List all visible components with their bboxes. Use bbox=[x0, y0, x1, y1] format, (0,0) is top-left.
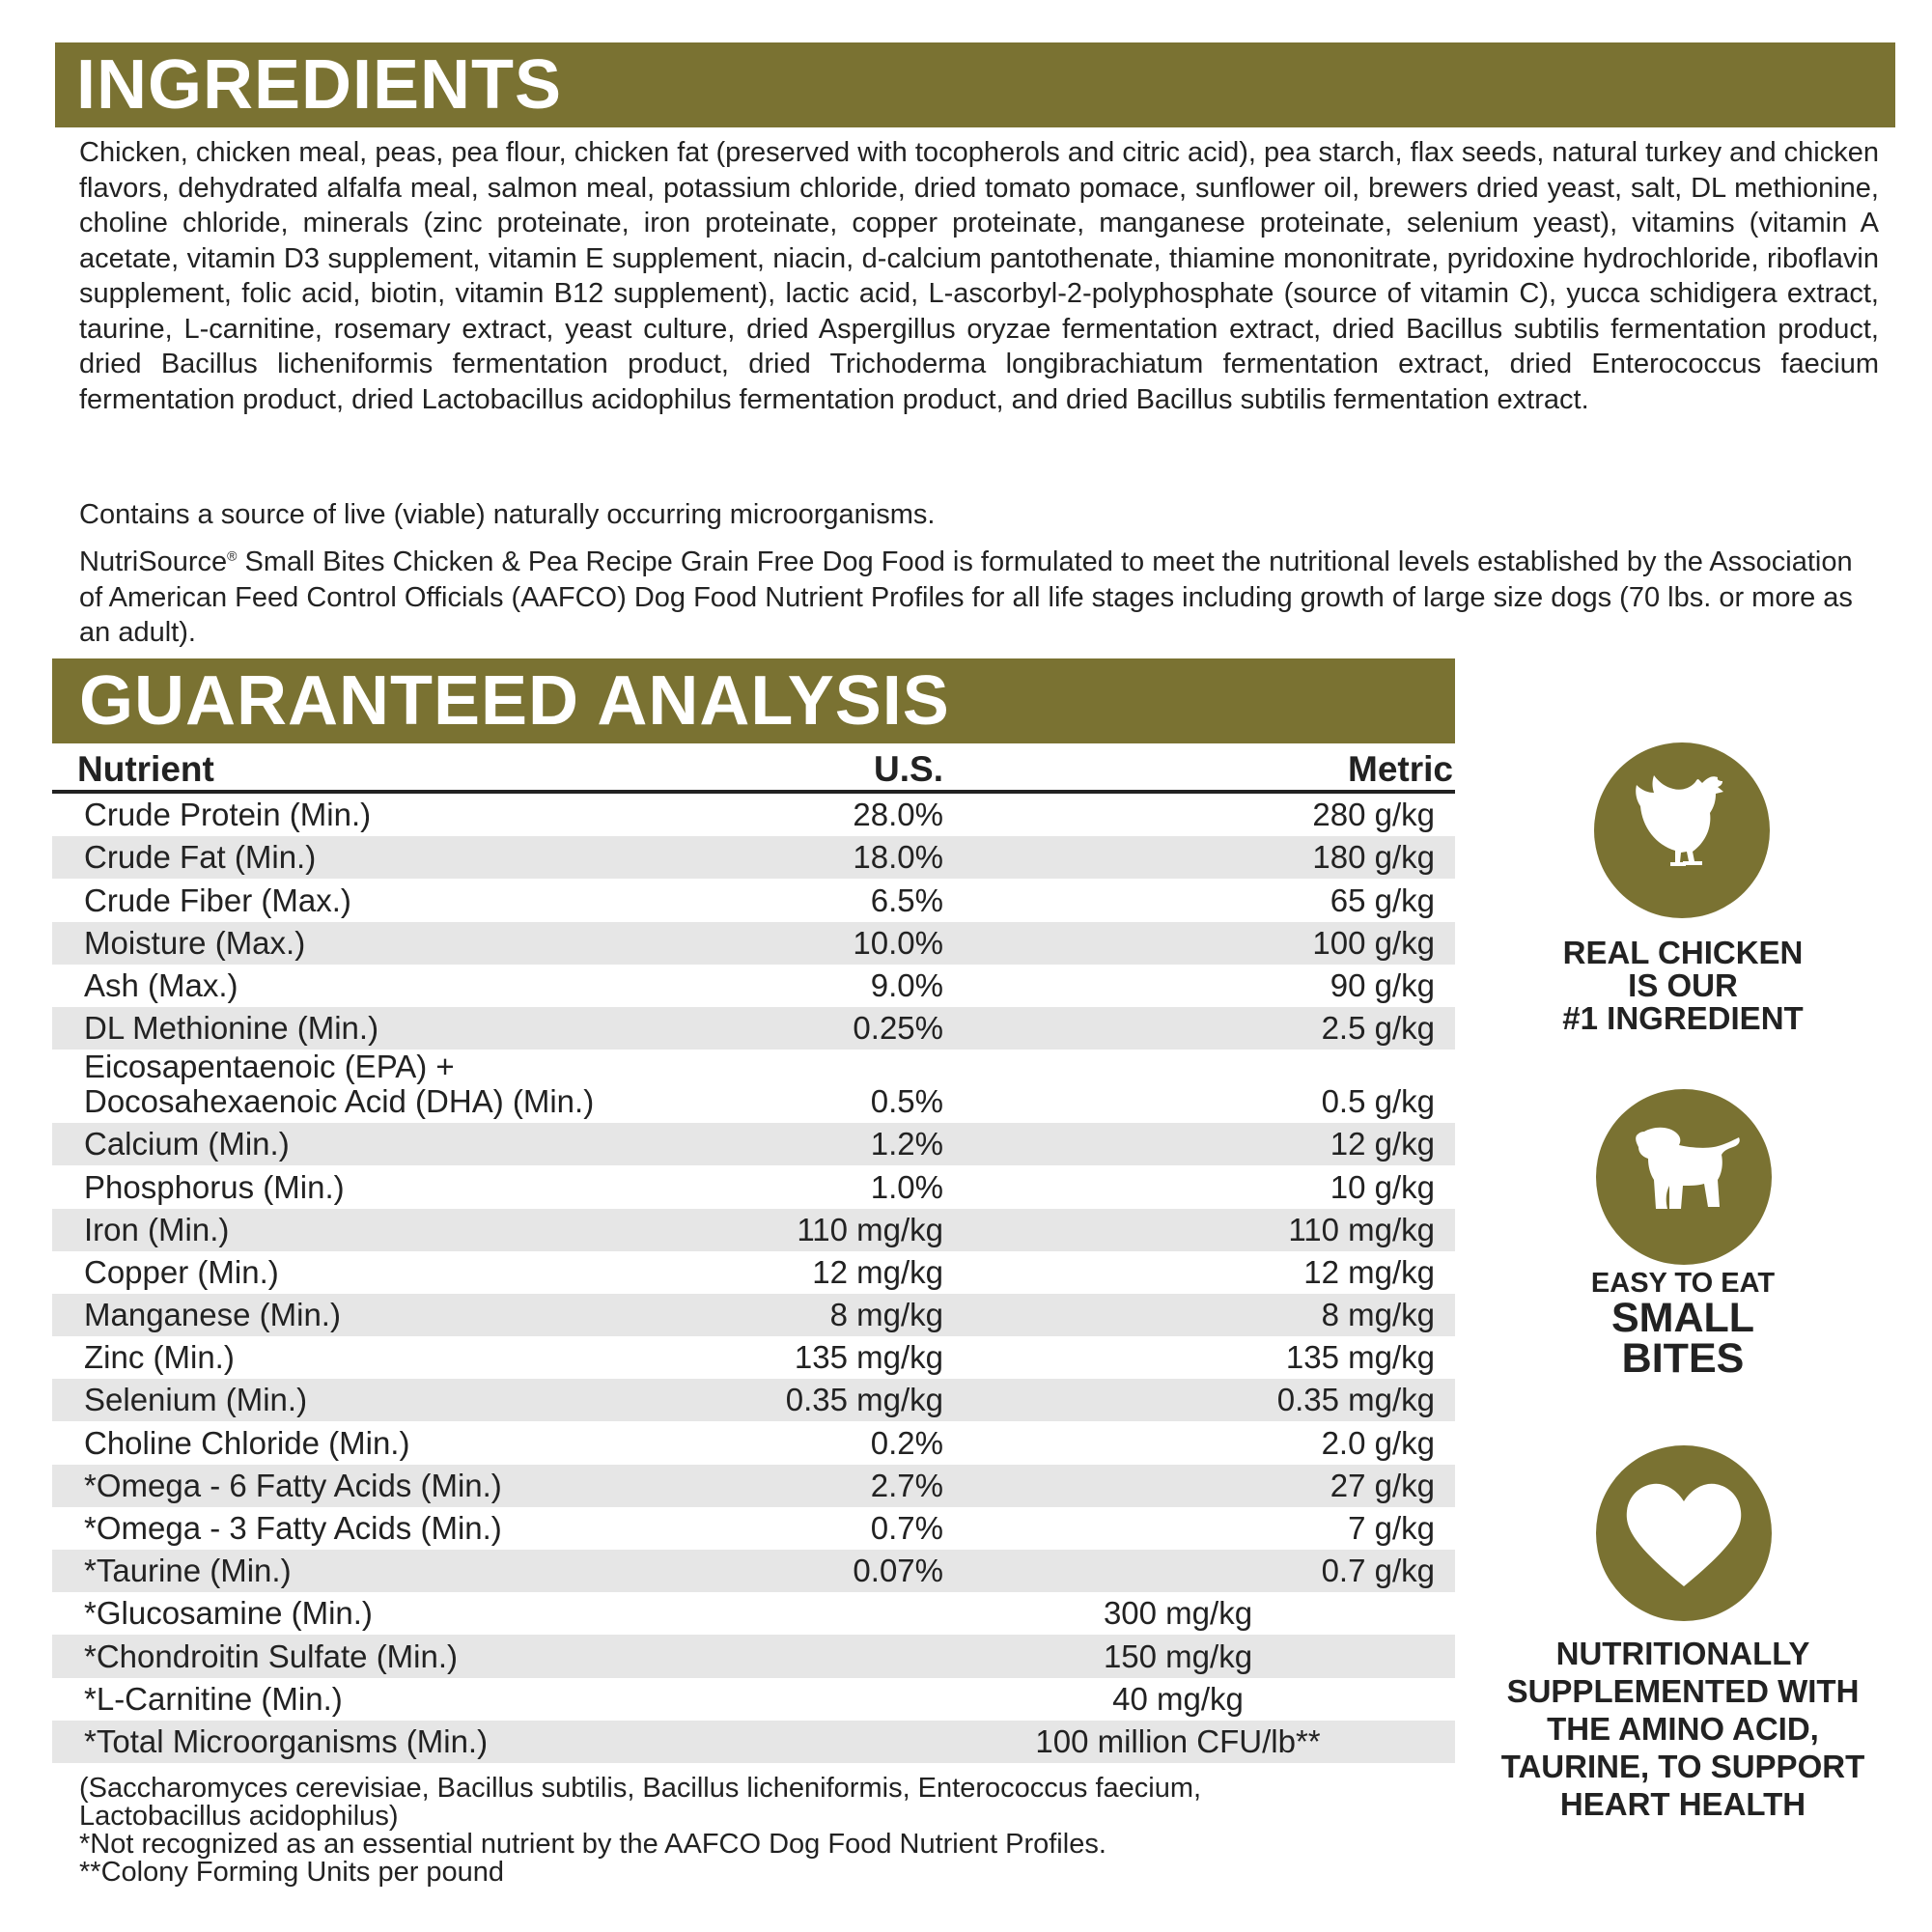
badge-line: BITES bbox=[1621, 1335, 1745, 1382]
table-row bbox=[52, 794, 1455, 836]
table-row bbox=[52, 836, 1455, 879]
analysis-table bbox=[52, 749, 1455, 1763]
us-value-cell: 0.5% bbox=[870, 1083, 943, 1120]
aafco-statement bbox=[79, 545, 1879, 651]
metric-value-cell: 12 mg/kg bbox=[1303, 1253, 1435, 1290]
nutrient-cell: *Glucosamine (Min.) bbox=[84, 1595, 373, 1632]
microorganism-species-note: (Saccharomyces cerevisiae, Bacillus subtilis, Bacillus licheniformis, Enterococcus faecium, bbox=[79, 1773, 1202, 1804]
nutrient-cell: Selenium (Min.) bbox=[84, 1382, 308, 1418]
metric-value-cell: 65 g/kg bbox=[1330, 882, 1435, 918]
metric-value-cell: 100 g/kg bbox=[1312, 924, 1435, 961]
taurine-badge bbox=[1477, 1635, 1889, 1823]
registered-mark: ® bbox=[227, 547, 238, 564]
column-us: U.S. bbox=[874, 749, 943, 789]
badge-line: THE AMINO ACID, bbox=[1547, 1711, 1819, 1747]
combined-value-cell: 150 mg/kg bbox=[1103, 1638, 1253, 1674]
live-microorganisms-note: Contains a source of live (viable) naturally occurring microorganisms. bbox=[79, 499, 936, 530]
nutrient-cell: Moisture (Max.) bbox=[84, 924, 306, 961]
nutrient-cell: *Taurine (Min.) bbox=[84, 1553, 292, 1589]
aafco-statement-text: Small Bites Chicken & Pea Recipe Grain Free Dog Food is formulated to meet the nutritional levels established by the Association of American Feed Control Officials (AAFCO) Dog Food Nutrient Profiles for all life stages including growth of large size dogs (70 lbs. or more as an adult). bbox=[79, 546, 1853, 648]
badge-line: #1 INGREDIENT bbox=[1562, 1000, 1804, 1036]
metric-value-cell: 8 mg/kg bbox=[1321, 1297, 1435, 1333]
metric-value-cell: 12 g/kg bbox=[1330, 1126, 1435, 1162]
nutrient-cell: Ash (Max.) bbox=[84, 966, 238, 1003]
column-metric: Metric bbox=[1348, 749, 1453, 789]
metric-value-cell: 135 mg/kg bbox=[1285, 1339, 1435, 1376]
nutrient-cell: *Total Microorganisms (Min.) bbox=[84, 1722, 489, 1759]
badge-line: HEART HEALTH bbox=[1559, 1786, 1806, 1822]
combined-value-cell: 100 million CFU/lb** bbox=[1035, 1722, 1321, 1759]
metric-value-cell: 180 g/kg bbox=[1312, 839, 1435, 876]
us-value-cell: 0.35 mg/kg bbox=[785, 1382, 943, 1418]
table-row bbox=[52, 1678, 1455, 1721]
us-value-cell: 6.5% bbox=[870, 882, 943, 918]
us-value-cell: 12 mg/kg bbox=[812, 1253, 943, 1290]
guaranteed-analysis-heading: GUARANTEED ANALYSIS bbox=[52, 658, 1455, 743]
us-value-cell: 0.7% bbox=[870, 1510, 943, 1546]
metric-value-cell: 110 mg/kg bbox=[1288, 1211, 1435, 1247]
table-row bbox=[52, 1336, 1455, 1379]
puppy-icon bbox=[1596, 1089, 1772, 1265]
table-row bbox=[52, 1465, 1455, 1507]
table-row bbox=[52, 1507, 1455, 1550]
badge-line: SMALL bbox=[1610, 1295, 1755, 1341]
us-value-cell: 135 mg/kg bbox=[794, 1339, 943, 1376]
us-value-cell: 8 mg/kg bbox=[829, 1297, 943, 1333]
metric-value-cell: 27 g/kg bbox=[1330, 1467, 1435, 1503]
table-row bbox=[52, 1379, 1455, 1421]
us-value-cell: 28.0% bbox=[853, 797, 943, 833]
metric-value-cell: 90 g/kg bbox=[1330, 966, 1435, 1003]
nutrient-cell: Zinc (Min.) bbox=[84, 1339, 235, 1376]
aafco-footnote: *Not recognized as an essential nutrient by the AAFCO Dog Food Nutrient Profiles. bbox=[79, 1829, 1106, 1860]
nutrient-cell: *Omega - 6 Fatty Acids (Min.) bbox=[84, 1467, 502, 1503]
us-value-cell: 0.25% bbox=[853, 1010, 943, 1047]
nutrient-cell: Crude Fiber (Max.) bbox=[84, 882, 351, 918]
nutrient-cell: Crude Fat (Min.) bbox=[84, 839, 317, 876]
table-row bbox=[52, 1294, 1455, 1336]
table-row bbox=[52, 1635, 1455, 1677]
metric-value-cell: 7 g/kg bbox=[1348, 1510, 1435, 1546]
metric-value-cell: 0.35 mg/kg bbox=[1276, 1382, 1435, 1418]
us-value-cell: 1.0% bbox=[870, 1168, 943, 1205]
us-value-cell: 2.7% bbox=[870, 1467, 943, 1503]
us-value-cell: 110 mg/kg bbox=[797, 1211, 943, 1247]
metric-value-cell: 2.0 g/kg bbox=[1321, 1424, 1435, 1461]
table-row bbox=[52, 965, 1455, 1007]
table-row bbox=[52, 1007, 1455, 1050]
real-chicken-badge bbox=[1506, 937, 1860, 1035]
small-bites-badge bbox=[1506, 1268, 1860, 1382]
table-header bbox=[52, 749, 1455, 794]
us-value-cell: 1.2% bbox=[870, 1126, 943, 1162]
us-value-cell: 18.0% bbox=[853, 839, 943, 876]
us-value-cell: 0.07% bbox=[853, 1553, 943, 1589]
table-row bbox=[52, 922, 1455, 965]
us-value-cell: 10.0% bbox=[853, 924, 943, 961]
combined-value-cell: 300 mg/kg bbox=[1103, 1595, 1253, 1632]
chicken-icon bbox=[1594, 742, 1770, 918]
table-row bbox=[52, 1209, 1455, 1251]
table-row bbox=[52, 1550, 1455, 1592]
cfu-footnote: **Colony Forming Units per pound bbox=[79, 1857, 505, 1888]
combined-value-cell: 40 mg/kg bbox=[1112, 1680, 1244, 1717]
nutrient-cell: Copper (Min.) bbox=[84, 1253, 279, 1290]
us-value-cell: 0.2% bbox=[870, 1424, 943, 1461]
badge-line: NUTRITIONALLY bbox=[1555, 1636, 1810, 1671]
metric-value-cell: 2.5 g/kg bbox=[1321, 1010, 1435, 1047]
table-body bbox=[52, 794, 1455, 1763]
ingredients-heading: INGREDIENTS bbox=[55, 42, 1895, 127]
nutrient-cell: Calcium (Min.) bbox=[84, 1126, 290, 1162]
table-row bbox=[52, 1721, 1455, 1763]
table-row bbox=[52, 879, 1455, 921]
table-row bbox=[52, 1123, 1455, 1165]
nutrient-cell: Manganese (Min.) bbox=[84, 1297, 341, 1333]
nutrient-cell: *Omega - 3 Fatty Acids (Min.) bbox=[84, 1510, 502, 1546]
badge-line: REAL CHICKEN bbox=[1562, 935, 1804, 970]
badge-line: TAURINE, TO SUPPORT bbox=[1500, 1749, 1865, 1784]
badge-line: SUPPLEMENTED WITH bbox=[1506, 1673, 1860, 1709]
metric-value-cell: 0.7 g/kg bbox=[1321, 1553, 1435, 1589]
nutrient-cell: Phosphorus (Min.) bbox=[84, 1168, 345, 1205]
table-row bbox=[52, 1050, 1455, 1123]
nutrient-cell: Iron (Min.) bbox=[84, 1211, 230, 1247]
nutrient-cell: Choline Chloride (Min.) bbox=[84, 1424, 410, 1461]
nutrient-cell: Crude Protein (Min.) bbox=[84, 797, 372, 833]
table-row bbox=[52, 1592, 1455, 1635]
heart-icon bbox=[1596, 1445, 1772, 1621]
metric-value-cell: 10 g/kg bbox=[1330, 1168, 1435, 1205]
analysis-notes bbox=[79, 1775, 1450, 1887]
badge-line: EASY TO EAT bbox=[1590, 1268, 1776, 1299]
metric-value-cell: 0.5 g/kg bbox=[1321, 1083, 1435, 1120]
nutrient-cell: *L-Carnitine (Min.) bbox=[84, 1680, 343, 1717]
metric-value-cell: 280 g/kg bbox=[1312, 797, 1435, 833]
nutrient-cell: DL Methionine (Min.) bbox=[84, 1010, 379, 1047]
table-row bbox=[52, 1251, 1455, 1294]
us-value-cell: 9.0% bbox=[870, 966, 943, 1003]
table-row bbox=[52, 1421, 1455, 1464]
nutrient-cell: *Chondroitin Sulfate (Min.) bbox=[84, 1638, 459, 1674]
nutrient-cell: Eicosapentaenoic (EPA) + Docosahexaenoic Acid (DHA) (Min.) bbox=[84, 1049, 595, 1120]
brand-name: NutriSource bbox=[79, 546, 228, 577]
column-nutrient: Nutrient bbox=[77, 749, 214, 789]
table-row bbox=[52, 1165, 1455, 1208]
ingredients-list: Chicken, chicken meal, peas, pea flour, chicken fat (preserved with tocopherols and citric acid), pea starch, flax seeds, natural turkey and chicken flavors, dehydrated alfalfa meal, salmon meal, potassium chloride, dried tomato pomace, sunflower oil, brewers dried yeast, salt, DL methionine, choline chloride, minerals (zinc proteinate, iron proteinate, copper proteinate, manganese proteinate, selenium yeast), vitamins (vitamin A acetate, vitamin D3 supplement, vitamin E supplement, niacin, d-calcium pantothenate, thiamine mononitrate, pyridoxine hydrochloride, riboflavin supplement, folic acid, biotin, vitamin B12 supplement), lactic acid, L-ascorbyl-2-polyphosphate (source of vitamin C), yucca schidigera extract, taurine, L-carnitine, rosemary extract, yeast culture, dried Aspergillus oryzae fermentation extract, dried Bacillus subtilis fermentation product, dried Bacillus licheniformis fermentation product, dried Trichoderma longibrachiatum fermentation extract, dried Enterococcus faecium fermentation product, dried Lactobacillus acidophilus fermentation product, and dried Bacillus subtilis fermentation extract. bbox=[79, 137, 1879, 415]
microorganism-species-note-cont: Lactobacillus acidophilus) bbox=[79, 1801, 399, 1832]
badge-line: IS OUR bbox=[1628, 967, 1738, 1003]
